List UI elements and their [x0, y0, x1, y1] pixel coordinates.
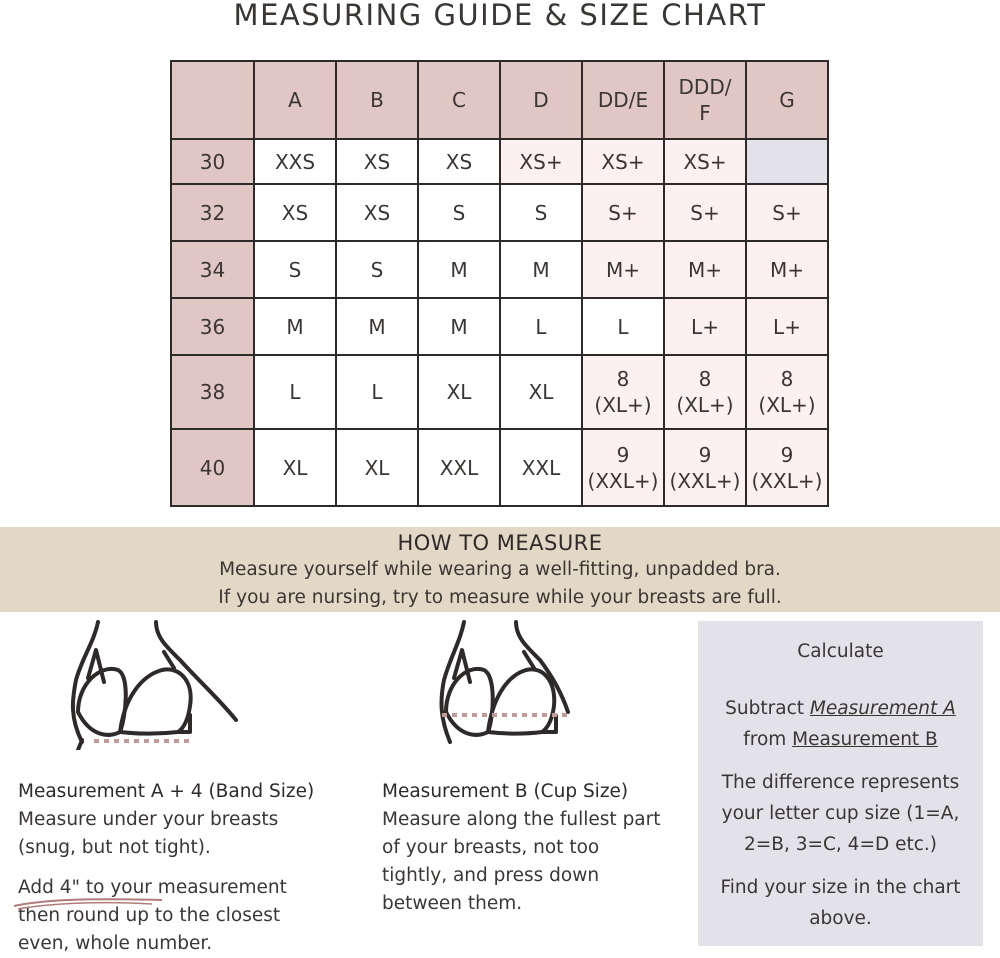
calculate-find-line: Find your size in the chart	[720, 877, 961, 898]
size-chart-table	[170, 60, 829, 507]
size-cell: S+	[664, 184, 746, 241]
size-cell: 9 (XXL+)	[746, 429, 828, 506]
how-to-measure-line: If you are nursing, try to measure while your breasts are full.	[218, 587, 782, 608]
size-cell: S	[418, 184, 500, 241]
size-cell: XS	[418, 139, 500, 184]
size-cell: S	[500, 184, 582, 241]
measurement-b-desc: tightly, and press down	[382, 865, 600, 886]
pen-underline-mark	[12, 896, 172, 910]
size-chart-row	[171, 298, 828, 355]
measurement-a-round-line: then round up to the closest	[18, 905, 281, 926]
size-cell: L+	[746, 298, 828, 355]
size-cell: XL	[336, 429, 418, 506]
how-to-measure-banner	[0, 527, 1000, 612]
calculate-difference-line: your letter cup size (1=A,	[721, 803, 960, 824]
size-cell: XS	[336, 139, 418, 184]
size-chart-row	[171, 241, 828, 298]
calculate-difference-line: The difference represents	[721, 772, 960, 793]
size-cell: S+	[582, 184, 664, 241]
cup-header: C	[418, 61, 500, 139]
size-chart-row	[171, 184, 828, 241]
size-cell: 9 (XXL+)	[664, 429, 746, 506]
size-chart-row	[171, 355, 828, 429]
calculate-subtract-line	[698, 693, 983, 724]
size-cell: M	[418, 241, 500, 298]
band-header: 38	[171, 355, 254, 429]
size-cell: XL	[500, 355, 582, 429]
size-cell: M+	[582, 241, 664, 298]
calculate-difference-line: 2=B, 3=C, 4=D etc.)	[744, 834, 937, 855]
how-to-measure-line: Measure yourself while wearing a well-fitting, unpadded bra.	[219, 559, 781, 580]
add-4-text: Add 4"	[18, 877, 80, 898]
size-cell-empty	[746, 139, 828, 184]
size-cell: L	[254, 355, 336, 429]
size-cell: S	[336, 241, 418, 298]
size-cell: XS+	[664, 139, 746, 184]
cup-header: DDD/ F	[664, 61, 746, 139]
size-cell: L	[336, 355, 418, 429]
measurement-a-section	[18, 778, 358, 958]
size-cell: S+	[746, 184, 828, 241]
measurement-a-desc: (snug, but not tight).	[18, 837, 211, 858]
size-cell: XXL	[500, 429, 582, 506]
size-cell: XS+	[582, 139, 664, 184]
measurement-a-round-line: even, whole number.	[18, 933, 213, 954]
calculate-panel	[698, 621, 983, 946]
page-title: MEASURING GUIDE & SIZE CHART	[233, 0, 767, 32]
measurement-b-desc: between them.	[382, 893, 523, 914]
size-cell: L+	[664, 298, 746, 355]
subtract-prefix: Subtract	[725, 698, 810, 719]
bra-figure-band-icon	[60, 620, 250, 750]
size-cell: XL	[418, 355, 500, 429]
size-cell: M	[254, 298, 336, 355]
measurement-b-heading: Measurement B (Cup Size)	[382, 781, 629, 802]
how-to-measure-heading: HOW TO MEASURE	[397, 531, 603, 555]
cup-header: B	[336, 61, 418, 139]
measurement-a-desc: Measure under your breasts	[18, 809, 279, 830]
size-cell: M+	[746, 241, 828, 298]
cup-header: G	[746, 61, 828, 139]
calculate-heading: Calculate	[797, 641, 884, 662]
size-cell: M	[418, 298, 500, 355]
calculate-from-line	[698, 724, 983, 755]
band-header: 36	[171, 298, 254, 355]
size-cell: XL	[254, 429, 336, 506]
size-chart-header-row	[171, 61, 828, 139]
size-cell: 9 (XXL+)	[582, 429, 664, 506]
size-cell: M	[336, 298, 418, 355]
size-cell: XS	[254, 184, 336, 241]
measurement-a-heading: Measurement A + 4 (Band Size)	[18, 781, 315, 802]
size-chart-row	[171, 139, 828, 184]
measurement-a-term: Measurement A	[809, 698, 956, 719]
size-cell: XXS	[254, 139, 336, 184]
band-header: 30	[171, 139, 254, 184]
band-header: 34	[171, 241, 254, 298]
corner-cell	[171, 61, 254, 139]
cup-header: DD/E	[582, 61, 664, 139]
size-chart-row	[171, 429, 828, 506]
add-4-rest: to your measurement	[79, 877, 287, 898]
cup-header: A	[254, 61, 336, 139]
size-cell: L	[500, 298, 582, 355]
size-cell: M+	[664, 241, 746, 298]
size-cell: 8 (XL+)	[664, 355, 746, 429]
size-cell: L	[582, 298, 664, 355]
measurement-b-desc: of your breasts, not too	[382, 837, 600, 858]
size-cell: M	[500, 241, 582, 298]
size-cell: XS	[336, 184, 418, 241]
cup-header: D	[500, 61, 582, 139]
band-header: 40	[171, 429, 254, 506]
measurement-b-section	[382, 778, 692, 918]
calculate-find-line: above.	[809, 908, 872, 929]
size-cell: XS+	[500, 139, 582, 184]
size-cell: XXL	[418, 429, 500, 506]
measurement-b-term: Measurement B	[792, 729, 938, 750]
size-cell: 8 (XL+)	[746, 355, 828, 429]
measurement-b-desc: Measure along the fullest part	[382, 809, 661, 830]
bra-figure-cup-icon	[428, 620, 618, 750]
size-cell: 8 (XL+)	[582, 355, 664, 429]
from-prefix: from	[743, 729, 793, 750]
band-header: 32	[171, 184, 254, 241]
size-cell: S	[254, 241, 336, 298]
